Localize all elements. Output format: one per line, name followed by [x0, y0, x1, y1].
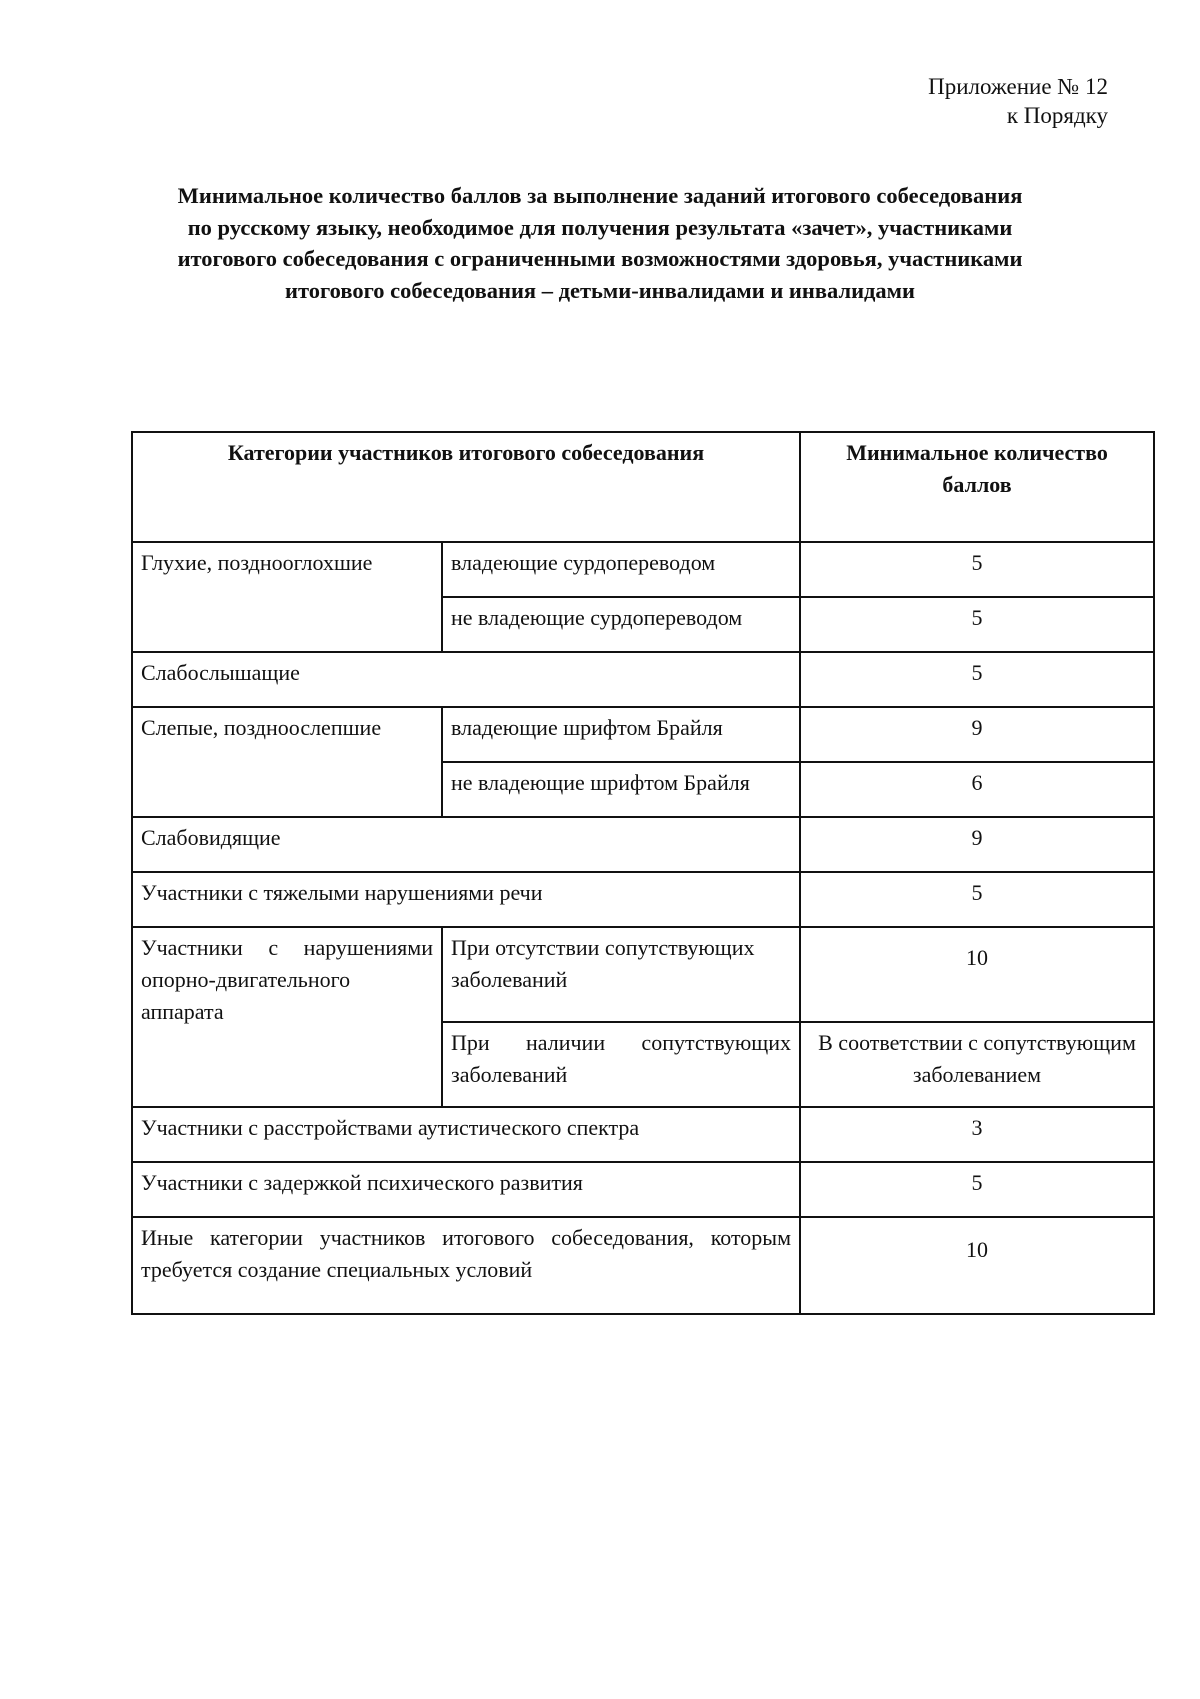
header-min-score: Минимальное количество баллов [800, 432, 1154, 542]
score-cell: 5 [800, 652, 1154, 707]
category-cell: Участники с задержкой психического развития [132, 1162, 800, 1217]
score-cell: 9 [800, 817, 1154, 872]
subcategory-cell: владеющие шрифтом Брайля [442, 707, 800, 762]
score-cell: 10 [800, 1217, 1154, 1314]
category-cell: Слепые, поздноослепшие [132, 707, 442, 817]
subcategory-cell: владеющие сурдопереводом [442, 542, 800, 597]
appendix-number: Приложение № 12 [928, 74, 1108, 99]
score-cell: 6 [800, 762, 1154, 817]
appendix-target: к Порядку [1006, 103, 1108, 128]
category-cell: Глухие, позднооглохшие [132, 542, 442, 652]
score-cell: 3 [800, 1107, 1154, 1162]
score-cell: 5 [800, 872, 1154, 927]
score-cell: 10 [800, 927, 1154, 1022]
category-cell: Участники с расстройствами аутистического спектра [132, 1107, 800, 1162]
min-scores-table [131, 431, 1155, 1315]
table-row [132, 542, 1154, 597]
table-header-row [132, 432, 1154, 542]
title-line: по русскому языку, необходимое для получения результата «зачет», участниками [187, 214, 1013, 240]
category-cell: Слабовидящие [132, 817, 800, 872]
score-cell: 9 [800, 707, 1154, 762]
title-line: итогового собеседования с ограниченными возможностями здоровья, участниками [177, 246, 1023, 271]
category-cell: Слабослышащие [132, 652, 800, 707]
subcategory-cell: не владеющие шрифтом Брайля [442, 762, 800, 817]
title-line: итогового собеседования – детьми-инвалидами и инвалидами [285, 277, 915, 303]
score-cell: 5 [800, 597, 1154, 652]
header-category: Категории участников итогового собеседования [132, 432, 800, 542]
table-row [132, 652, 1154, 707]
document-title [110, 180, 1090, 306]
category-cell: Участники с нарушениями опорно-двигательного аппарата [132, 927, 442, 1107]
title-line: Минимальное количество баллов за выполнение заданий итогового собеседования [177, 183, 1023, 208]
category-cell: Иные категории участников итогового собеседования, которым требуется создание специальных условий [132, 1217, 800, 1314]
table-row [132, 1162, 1154, 1217]
table-row [132, 1217, 1154, 1314]
table-row [132, 927, 1154, 1022]
subcategory-cell: При наличии сопутствующих заболеваний [442, 1022, 800, 1107]
subcategory-cell: При отсутствии сопутствующих заболеваний [442, 927, 800, 1022]
table-row [132, 707, 1154, 762]
score-cell: 5 [800, 1162, 1154, 1217]
table-row [132, 1107, 1154, 1162]
score-cell: 5 [800, 542, 1154, 597]
subcategory-cell: не владеющие сурдопереводом [442, 597, 800, 652]
table-row [132, 872, 1154, 927]
category-cell: Участники с тяжелыми нарушениями речи [132, 872, 800, 927]
table-row [132, 817, 1154, 872]
score-cell: В соответствии с сопутствующим заболеванием [800, 1022, 1154, 1107]
appendix-reference [928, 72, 1108, 130]
